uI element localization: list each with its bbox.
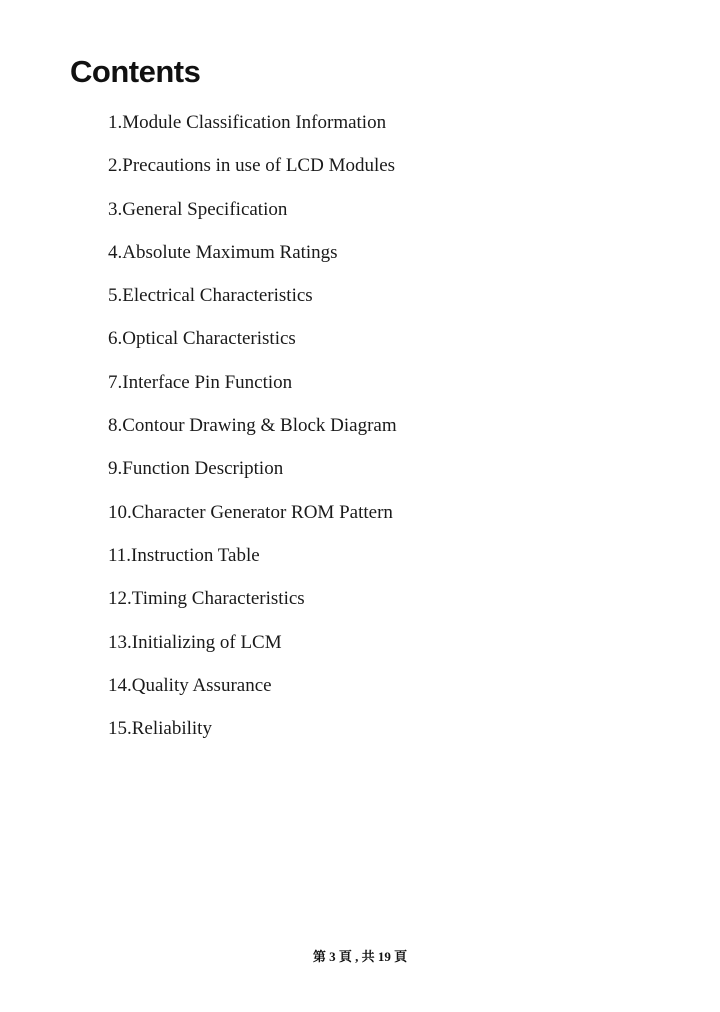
toc-item: 12.Timing Characteristics bbox=[108, 588, 305, 610]
toc-item: 4.Absolute Maximum Ratings bbox=[108, 241, 338, 263]
toc-item: 14.Quality Assurance bbox=[108, 674, 272, 696]
toc-item: 9.Function Description bbox=[108, 458, 284, 480]
toc-item: 7.Interface Pin Function bbox=[108, 371, 293, 393]
page-title: Contents bbox=[70, 54, 201, 89]
toc-item: 2.Precautions in use of LCD Modules bbox=[108, 155, 396, 177]
page-number-footer: 第 3 頁 , 共 19 頁 bbox=[312, 949, 408, 964]
toc-item: 10.Character Generator ROM Pattern bbox=[108, 501, 393, 523]
toc-item: 5.Electrical Characteristics bbox=[108, 285, 313, 307]
toc-item: 11.Instruction Table bbox=[108, 544, 260, 566]
toc-item: 1.Module Classification Information bbox=[108, 112, 387, 133]
toc-item: 13.Initializing of LCM bbox=[108, 631, 282, 653]
toc-item: 8.Contour Drawing & Block Diagram bbox=[108, 415, 397, 437]
table-of-contents bbox=[108, 108, 397, 757]
toc-item: 6.Optical Characteristics bbox=[108, 328, 296, 350]
toc-item: 15.Reliability bbox=[108, 718, 212, 740]
toc-item: 3.General Specification bbox=[108, 198, 288, 220]
